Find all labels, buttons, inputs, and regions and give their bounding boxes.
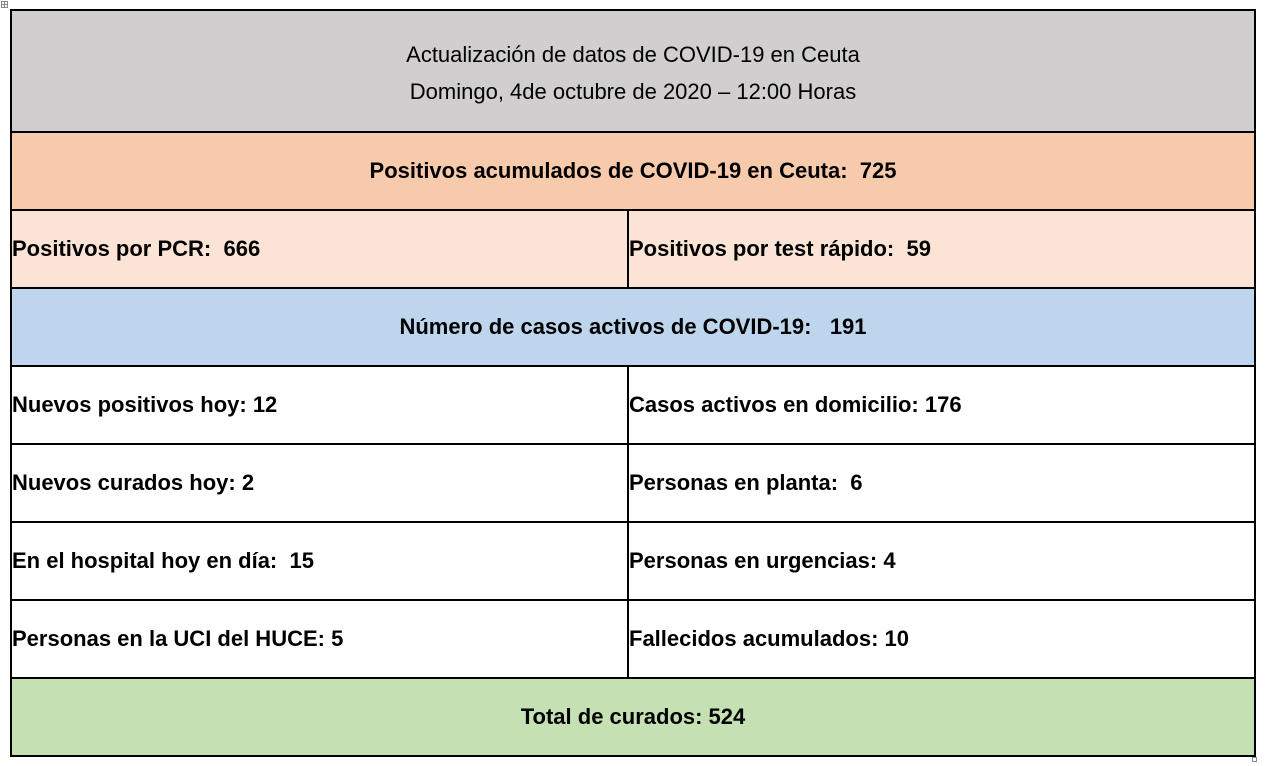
table-resize-handle[interactable] [1252, 757, 1257, 762]
total-recovered: Total de curados: 524 [11, 678, 1255, 756]
table-row [11, 600, 1255, 678]
report-title: Actualización de datos de COVID-19 en Ceuta [406, 42, 860, 67]
pcr-positives: Positivos por PCR: 666 [11, 210, 628, 288]
report-date: Domingo, 4de octubre de 2020 – 12:00 Horas [409, 79, 857, 104]
covid-data-table [10, 9, 1256, 757]
title-row [11, 10, 1255, 132]
new-positives-today: Nuevos positivos hoy: 12 [11, 366, 628, 444]
persons-in-emergency: Personas en urgencias: 4 [628, 522, 1255, 600]
table-row [11, 366, 1255, 444]
cumulative-deaths: Fallecidos acumulados: 10 [628, 600, 1255, 678]
active-row [11, 288, 1255, 366]
total-row [11, 678, 1255, 756]
cumulative-positives: Positivos acumulados de COVID-19 en Ceuta: 725 [11, 132, 1255, 210]
cumulative-row [11, 132, 1255, 210]
in-hospital-today: En el hospital hoy en día: 15 [11, 522, 628, 600]
active-cases: Número de casos activos de COVID-19: 191 [11, 288, 1255, 366]
new-recovered-today: Nuevos curados hoy: 2 [11, 444, 628, 522]
rapid-test-positives: Positivos por test rápido: 59 [628, 210, 1255, 288]
persons-in-icu: Personas en la UCI del HUCE: 5 [11, 600, 628, 678]
persons-in-ward: Personas en planta: 6 [628, 444, 1255, 522]
table-row [11, 444, 1255, 522]
table-move-handle[interactable] [1, 1, 8, 8]
active-cases-home: Casos activos en domicilio: 176 [628, 366, 1255, 444]
title-cell [11, 10, 1255, 132]
split-row [11, 210, 1255, 288]
table-row [11, 522, 1255, 600]
